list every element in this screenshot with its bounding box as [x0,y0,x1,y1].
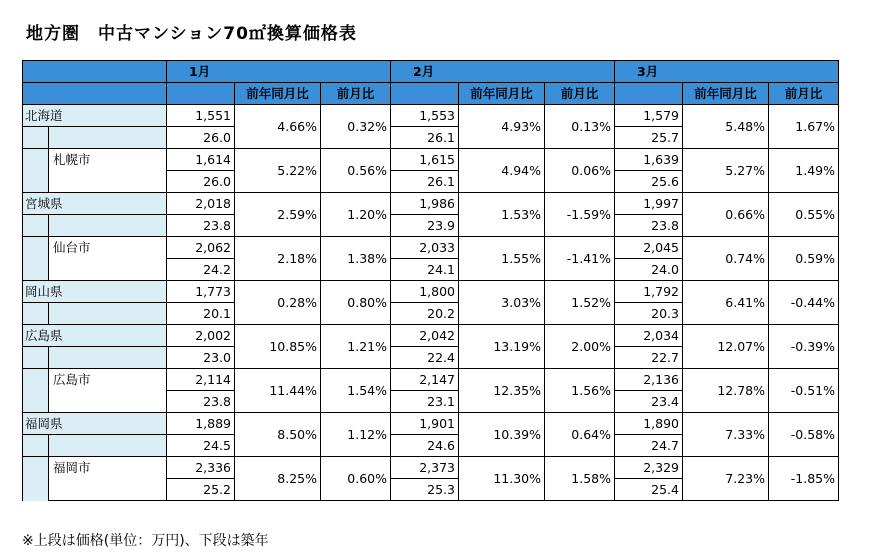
mom-cell: -1.59% [545,193,615,237]
sub-header-row [23,83,839,105]
price-table [22,60,839,501]
price-cell: 1,639 [615,149,683,171]
region-spacer [23,215,49,237]
age-cell: 25.2 [167,479,235,501]
header-corner [23,61,167,83]
price-cell: 2,018 [167,193,235,215]
yoy-cell: 2.18% [235,237,321,281]
price-cell: 1,901 [391,413,459,435]
yoy-header: 前年同月比 [459,83,545,105]
table-row [23,281,839,303]
age-cell: 26.1 [391,127,459,149]
region-spacer [49,347,167,369]
region-spacer [23,303,49,325]
yoy-cell: 12.07% [683,325,769,369]
price-cell: 1,800 [391,281,459,303]
region-spacer [49,435,167,457]
yoy-cell: 12.35% [459,369,545,413]
price-cell: 2,336 [167,457,235,479]
price-cell: 2,373 [391,457,459,479]
age-cell: 25.7 [615,127,683,149]
mom-header: 前月比 [321,83,391,105]
price-cell: 2,033 [391,237,459,259]
price-cell: 2,034 [615,325,683,347]
yoy-cell: 5.48% [683,105,769,149]
region-spacer [23,347,49,369]
price-cell: 1,890 [615,413,683,435]
age-cell: 26.0 [167,171,235,193]
table-row [23,413,839,435]
yoy-cell: 1.55% [459,237,545,281]
region-name: 岡山県 [23,281,167,303]
mom-cell: 1.49% [769,149,839,193]
age-cell: 23.4 [615,391,683,413]
yoy-cell: 4.66% [235,105,321,149]
mom-cell: 1.12% [321,413,391,457]
yoy-header: 前年同月比 [235,83,321,105]
region-name: 広島県 [23,325,167,347]
footnote: ※上段は価格(単位：万円)、下段は築年 [22,533,269,549]
age-cell: 20.2 [391,303,459,325]
mom-cell: 1.38% [321,237,391,281]
mom-cell: -0.58% [769,413,839,457]
yoy-cell: 0.66% [683,193,769,237]
yoy-cell: 5.27% [683,149,769,193]
region-spacer [49,127,167,149]
yoy-cell: 12.78% [683,369,769,413]
yoy-cell: 10.39% [459,413,545,457]
yoy-cell: 7.33% [683,413,769,457]
age-cell: 25.3 [391,479,459,501]
mom-cell: 0.64% [545,413,615,457]
yoy-cell: 8.25% [235,457,321,501]
age-cell: 22.4 [391,347,459,369]
table-row [23,105,839,127]
price-cell: 2,329 [615,457,683,479]
price-cell: 1,889 [167,413,235,435]
region-spacer [23,127,49,149]
month-header: 2月 [391,61,615,83]
mom-cell: 1.20% [321,193,391,237]
mom-cell: 2.00% [545,325,615,369]
month-header-row [23,61,839,83]
price-cell: 2,062 [167,237,235,259]
price-cell: 1,997 [615,193,683,215]
yoy-cell: 5.22% [235,149,321,193]
region-spacer [23,435,49,457]
header-corner [23,83,167,105]
age-cell: 24.2 [167,259,235,281]
yoy-cell: 2.59% [235,193,321,237]
age-cell: 20.3 [615,303,683,325]
mom-cell: 0.32% [321,105,391,149]
mom-header: 前月比 [769,83,839,105]
city-indent [23,149,49,193]
yoy-cell: 6.41% [683,281,769,325]
yoy-cell: 1.53% [459,193,545,237]
table-row [23,237,839,259]
price-cell: 1,614 [167,149,235,171]
age-cell: 23.1 [391,391,459,413]
mom-cell: 0.60% [321,457,391,501]
yoy-cell: 7.23% [683,457,769,501]
region-name: 福岡県 [23,413,167,435]
region-spacer [49,215,167,237]
city-indent [23,237,49,281]
yoy-cell: 13.19% [459,325,545,369]
yoy-cell: 0.74% [683,237,769,281]
age-cell: 23.8 [615,215,683,237]
mom-cell: -1.85% [769,457,839,501]
city-name: 福岡市 [49,457,167,501]
price-cell: 1,615 [391,149,459,171]
mom-cell: 0.13% [545,105,615,149]
age-cell: 24.5 [167,435,235,457]
price-cell: 1,553 [391,105,459,127]
mom-cell: 1.52% [545,281,615,325]
table-row [23,149,839,171]
yoy-cell: 10.85% [235,325,321,369]
region-name: 北海道 [23,105,167,127]
yoy-cell: 4.93% [459,105,545,149]
mom-cell: -0.39% [769,325,839,369]
city-indent [23,457,49,501]
age-cell: 20.1 [167,303,235,325]
mom-cell: 1.58% [545,457,615,501]
age-cell: 26.1 [391,171,459,193]
price-cell: 1,773 [167,281,235,303]
yoy-cell: 3.03% [459,281,545,325]
mom-cell: 0.06% [545,149,615,193]
age-cell: 25.6 [615,171,683,193]
age-cell: 24.6 [391,435,459,457]
city-indent [23,369,49,413]
mom-header: 前月比 [545,83,615,105]
age-cell: 23.0 [167,347,235,369]
age-cell: 23.8 [167,215,235,237]
mom-cell: 0.55% [769,193,839,237]
price-cell: 2,114 [167,369,235,391]
mom-cell: 0.80% [321,281,391,325]
mom-cell: 1.21% [321,325,391,369]
age-cell: 22.7 [615,347,683,369]
mom-cell: 1.56% [545,369,615,413]
age-cell: 23.9 [391,215,459,237]
price-cell: 2,045 [615,237,683,259]
yoy-header: 前年同月比 [683,83,769,105]
table-row [23,457,839,479]
header-blank [391,83,459,105]
city-name: 札幌市 [49,149,167,193]
age-cell: 24.0 [615,259,683,281]
mom-cell: -0.44% [769,281,839,325]
price-cell: 1,792 [615,281,683,303]
age-cell: 25.4 [615,479,683,501]
month-header: 1月 [167,61,391,83]
price-cell: 1,579 [615,105,683,127]
header-blank [615,83,683,105]
page-title: 地方圏 中古マンション70㎡換算価格表 [26,24,357,44]
price-cell: 2,002 [167,325,235,347]
age-cell: 24.7 [615,435,683,457]
table-row [23,369,839,391]
city-name: 仙台市 [49,237,167,281]
region-spacer [49,303,167,325]
age-cell: 24.1 [391,259,459,281]
mom-cell: 1.54% [321,369,391,413]
price-cell: 1,986 [391,193,459,215]
table-row [23,325,839,347]
age-cell: 26.0 [167,127,235,149]
region-name: 宮城県 [23,193,167,215]
yoy-cell: 11.44% [235,369,321,413]
price-cell: 2,147 [391,369,459,391]
yoy-cell: 4.94% [459,149,545,193]
age-cell: 23.8 [167,391,235,413]
table-row [23,193,839,215]
mom-cell: 1.67% [769,105,839,149]
price-cell: 2,136 [615,369,683,391]
price-cell: 1,551 [167,105,235,127]
city-name: 広島市 [49,369,167,413]
mom-cell: 0.56% [321,149,391,193]
header-blank [167,83,235,105]
yoy-cell: 8.50% [235,413,321,457]
price-cell: 2,042 [391,325,459,347]
mom-cell: -0.51% [769,369,839,413]
mom-cell: 0.59% [769,237,839,281]
month-header: 3月 [615,61,839,83]
yoy-cell: 0.28% [235,281,321,325]
mom-cell: -1.41% [545,237,615,281]
yoy-cell: 11.30% [459,457,545,501]
